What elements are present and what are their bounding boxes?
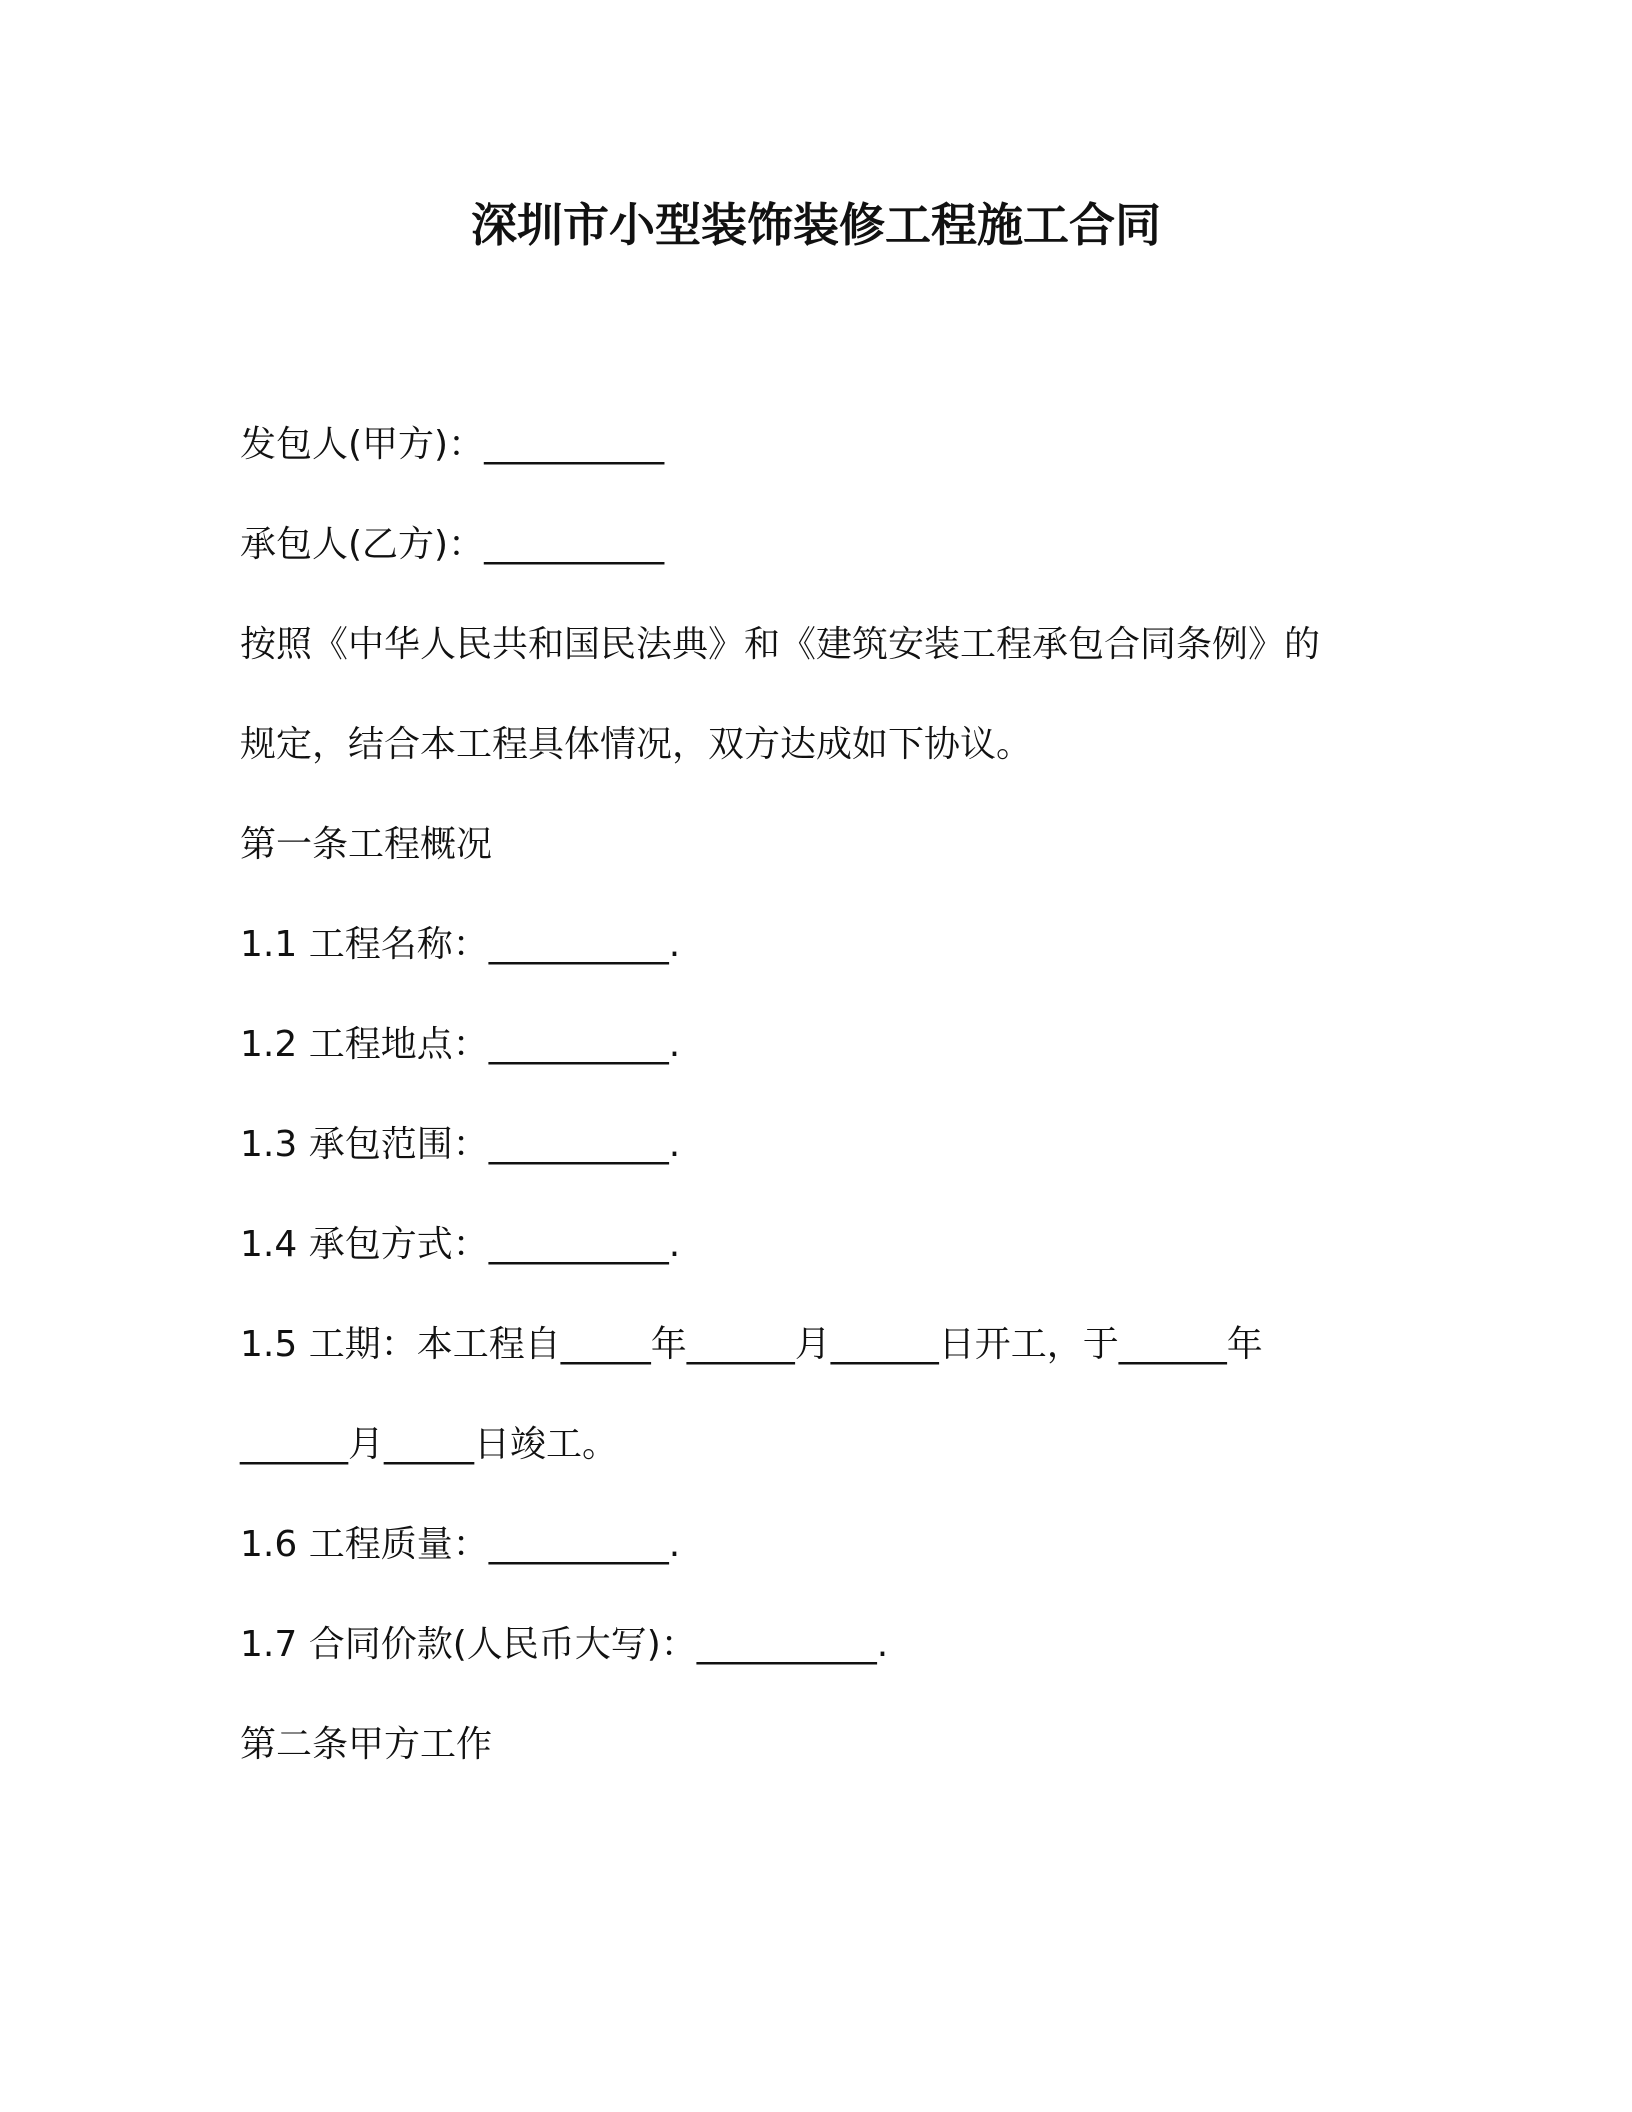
item-1-1: 1.1 工程名称：__________. [240, 924, 681, 965]
preamble-line-2: 规定，结合本工程具体情况，双方达成如下协议。 [240, 724, 1033, 765]
item-1-4: 1.4 承包方式：__________. [240, 1224, 681, 1265]
article-1-heading: 第一条工程概况 [240, 824, 493, 865]
item-1-6: 1.6 工程质量：__________. [240, 1524, 681, 1565]
item-1-2: 1.2 工程地点：__________. [240, 1024, 681, 1065]
party-a-line: 发包人(甲方)：__________ [240, 424, 665, 465]
item-1-5-line-2: ______月_____日竣工。 [240, 1424, 619, 1465]
item-1-7: 1.7 合同价款(人民币大写)：__________. [240, 1624, 889, 1665]
item-1-5-line-1: 1.5 工期：本工程自_____年______月______日开工，于______年 [240, 1324, 1263, 1365]
article-2-heading: 第二条甲方工作 [240, 1724, 493, 1765]
contract-title: 深圳市小型装饰装修工程施工合同 [471, 198, 1161, 252]
item-1-3: 1.3 承包范围：__________. [240, 1124, 681, 1165]
preamble-line-1: 按照《中华人民共和国民法典》和《建筑安装工程承包合同条例》的 [240, 624, 1321, 665]
party-b-line: 承包人(乙方)：__________ [240, 524, 665, 565]
